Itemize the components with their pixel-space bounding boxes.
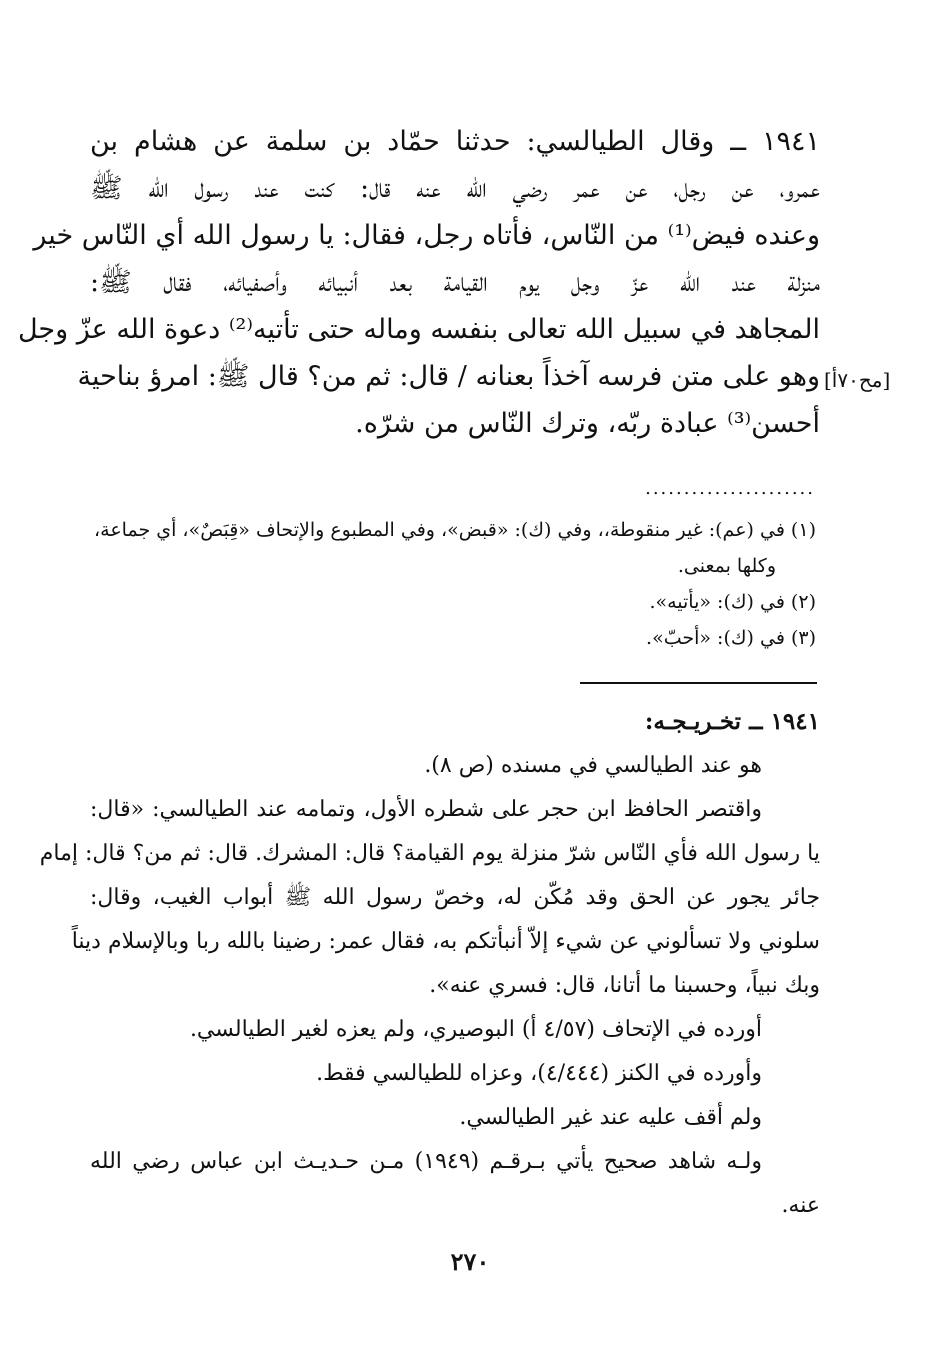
hadith-line: منزلة عند الله عزّ وجل يوم القيامة بعد أنبيائه وأصفيائه، فقال ﷺ: [90, 267, 820, 298]
hadith-line: أحسن⁽³⁾ عبادة ربّه، وترك النّاس من شرّه. [355, 408, 820, 439]
footnote-separator: ...................... [645, 478, 815, 499]
takhrij-line: وأورده في الكنز (٤/٤٤٤)، وعزاه للطيالسي فقط. [316, 1061, 762, 1086]
takhrij-line: سلوني ولا تسألوني عن شيء إلاّ أنبأتكم به، فقال عمر: رضينا بالله ربا وبالإسلام ديناً [71, 929, 820, 954]
hadith-line: عمرو، عن رجل، عن عمر رضي الله عنه قال: كنت عند رسول الله ﷺ [90, 173, 820, 204]
footnote: (١) في (عم): غير منقوطة،، وفي (ك): «قبض»، وفي المطبوع والإتحاف «قِبَصٌ»، أي جماعة، [94, 519, 816, 541]
takhrij-section [39, 700, 820, 1228]
takhrij-line: ولـه شاهد صحيح يأتي بـرقـم (١٩٤٩) مـن حـديـث ابن عباس رضي الله [90, 1149, 762, 1174]
takhrij-line: واقتصر الحافظ ابن حجر على شطره الأول، وتمامه عند الطيالسي: «قال: [90, 797, 762, 822]
takhrij-line: ولم أقف عليه عند غير الطيالسي. [459, 1105, 762, 1130]
takhrij-line: وبك نبياً، وحسبنا ما أتانا، قال: فسري عنه». [429, 973, 820, 998]
takhrij-line: هو عند الطيالسي في مسنده (ص ٨). [424, 753, 762, 778]
takhrij-line: جائر يجور عن الحق وقد مُكّن له، وخصّ رسول الله ﷺ أبواب الغيب، وقال: [90, 885, 820, 910]
footnote: (٣) في (ك): «أحبّ». [646, 627, 816, 649]
footnote: (٢) في (ك): «يأتيه». [649, 591, 816, 613]
hadith-line: وهو على متن فرسه آخذاً بعنانه / قال: ثم من؟ قال ﷺ: امرؤ بناحية [77, 361, 820, 392]
footnotes [96, 512, 816, 656]
hadith-text [17, 118, 820, 447]
takhrij-line: أورده في الإتحاف (٤/٥٧ أ) البوصيري، ولم يعزه لغير الطيالسي. [189, 1017, 762, 1042]
hadith-line: وعنده فيض⁽¹⁾ من النّاس، فأتاه رجل، فقال: يا رسول الله أي النّاس خير [33, 220, 820, 251]
hadith-line: ١٩٤١ ــ وقال الطيالسي: حدثنا حمّاد بن سلمة عن هشام بن [90, 126, 820, 157]
takhrij-line: يا رسول الله فأي النّاس شرّ منزلة يوم القيامة؟ قال: المشرك. قال: ثم من؟ قال: إمام [39, 841, 820, 866]
hadith-line: المجاهد في سبيل الله تعالى بنفسه وماله حتى تأتيه⁽²⁾ دعوة الله عزّ وجل [17, 314, 820, 345]
section-divider [580, 682, 817, 684]
manuscript-margin-note: [مح٧٠أ] [824, 368, 891, 392]
takhrij-line: عنه. [781, 1193, 820, 1218]
takhrij-heading: ١٩٤١ ــ تخـريـجـه: [644, 708, 820, 735]
page-number: ٢٧٠ [450, 1247, 490, 1276]
footnote-continuation: وكلها بمعنى. [677, 555, 776, 577]
